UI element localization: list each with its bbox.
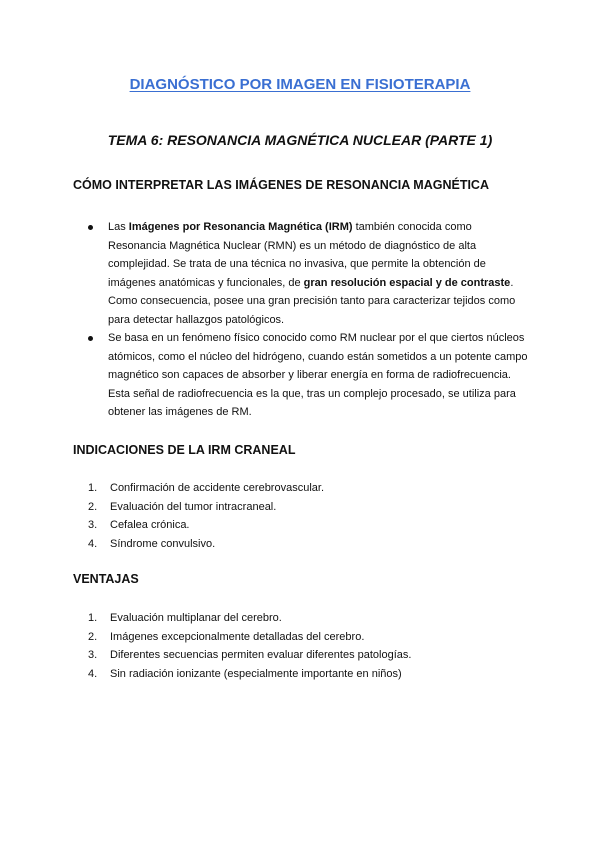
item-number: 1.: [88, 612, 98, 624]
list-item: [88, 609, 528, 628]
bullet-icon: [88, 336, 93, 341]
item-text: Sin radiación ionizante (especialmente importante en niños): [110, 667, 402, 680]
item-number: 4.: [88, 667, 98, 680]
item-number: 4.: [88, 537, 98, 550]
section-heading-interpretation: CÓMO INTERPRETAR LAS IMÁGENES DE RESONANCIA MAGNÉTICA: [73, 178, 489, 192]
bullet-text-pre: Las: [108, 221, 129, 233]
bullet-text: Se basa en un fenómeno físico conocido como RM nuclear por el que ciertos núcleos atómicos, como el núcleo del hidrógeno, cuando están sometidos a un potente campo magnético son capaces de absorber y liberar energía en forma de radiofrecuencia. Esta señal de radiofrecuencia es la que, tras un complejo procesado, se utiliza para obtener las imágenes de RM.: [108, 332, 528, 418]
bullet-text-post: . Como consecuencia, posee una gran precisión tanto para caracterizar tejidos como para detectar hallazgos patológicos.: [108, 276, 516, 326]
document-title: DIAGNÓSTICO POR IMAGEN EN FISIOTERAPIA: [129, 76, 471, 93]
bullet-text-bold: gran resolución espacial y de contraste: [303, 276, 511, 289]
section-heading-advantages: VENTAJAS: [73, 572, 139, 586]
list-item: [88, 498, 528, 517]
item-number: 3.: [88, 649, 98, 661]
list-item: [88, 218, 528, 329]
bullet-icon: [88, 225, 93, 230]
document-subtitle: TEMA 6: RESONANCIA MAGNÉTICA NUCLEAR (PARTE 1): [107, 132, 493, 148]
list-item: [88, 516, 528, 535]
list-item: [88, 646, 528, 665]
section-heading-indications: INDICACIONES DE LA IRM CRANEAL: [73, 443, 296, 457]
list-item: [88, 479, 528, 498]
item-text: Confirmación de accidente cerebrovascular.: [110, 482, 325, 494]
list-item: [88, 628, 528, 647]
item-number: 2.: [88, 630, 98, 643]
indications-list: [88, 479, 528, 553]
item-number: 2.: [88, 500, 98, 513]
advantages-list: [88, 609, 528, 683]
list-item: [88, 535, 528, 554]
bullet-text-bold: Imágenes por Resonancia Magnética (IRM): [128, 221, 353, 233]
list-item: [88, 665, 528, 684]
item-number: 3.: [88, 519, 98, 531]
item-text: Evaluación del tumor intracraneal.: [110, 500, 277, 513]
item-number: 1.: [88, 482, 98, 494]
item-text: Imágenes excepcionalmente detalladas del cerebro.: [110, 630, 365, 643]
item-text: Síndrome convulsivo.: [110, 537, 216, 550]
item-text: Cefalea crónica.: [110, 519, 190, 531]
item-text: Diferentes secuencias permiten evaluar diferentes patologías.: [110, 649, 412, 661]
item-text: Evaluación multiplanar del cerebro.: [110, 612, 282, 624]
list-item: [88, 329, 528, 422]
bullet-text-mid: también conocida como Resonancia Magnética Nuclear (RMN) es un método de diagnóstico de alta complejidad. Se trata de una técnica no invasiva, que permite la obtención de imágenes anatómicas y funcionales, de: [108, 221, 486, 289]
bullet-list: [88, 218, 528, 422]
